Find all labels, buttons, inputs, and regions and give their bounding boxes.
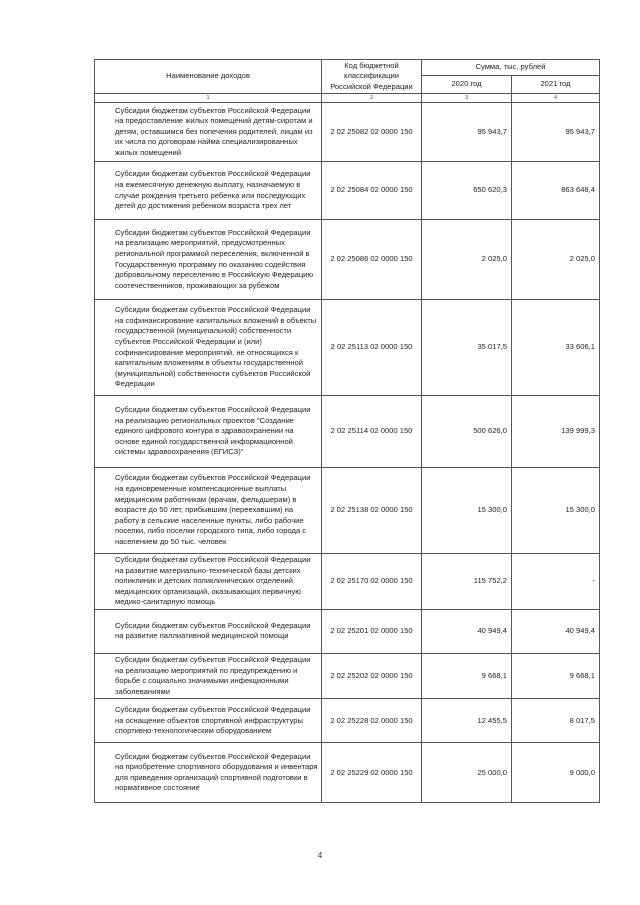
table-row xyxy=(95,162,600,220)
income-name-cell: Субсидии бюджетам субъектов Российской Федерации на ежемесячную денежную выплату, назначаемую в случае рождения третьего ребенка или последующих детей до достижения ребенком возраста трех лет xyxy=(95,162,322,220)
amount-2020-cell: 115 752,2 xyxy=(422,554,512,610)
income-name-cell: Субсидии бюджетам субъектов Российской Федерации на предоставление жилых помещений детям-сиротам и детям, оставшимся без попечения родителей, лицам из их числа по договорам найма специализированных жилых помещений xyxy=(95,103,322,162)
column-number: 4 xyxy=(512,94,600,103)
amount-2020-cell: 95 943,7 xyxy=(422,103,512,162)
header-year-2021: 2021 год xyxy=(512,76,600,94)
table-row xyxy=(95,554,600,610)
page-number: 4 xyxy=(317,851,323,860)
header-year-2020: 2020 год xyxy=(422,76,512,94)
income-name-cell: Субсидии бюджетам субъектов Российской Федерации на реализацию мероприятий, предусмотренных региональной программой переселения, включенной в Государственную программу по оказанию содействия добровольному переселению в Российскую Федерацию соотечественников, проживающих за рубежом xyxy=(95,220,322,300)
amount-2020-cell: 500 626,0 xyxy=(422,396,512,468)
header-name: Наименование доходов xyxy=(95,60,322,94)
amount-2021-cell: 15 300,0 xyxy=(512,468,600,554)
income-name-cell: Субсидии бюджетам субъектов Российской Федерации на реализацию мероприятий по предупреждению и борьбе с социально значимыми инфекционными заболеваниями xyxy=(95,653,322,698)
table-row xyxy=(95,699,600,743)
amount-2020-cell: 35 017,5 xyxy=(422,300,512,396)
column-number: 2 xyxy=(322,94,422,103)
table-row xyxy=(95,653,600,698)
amount-2021-cell: 2 025,0 xyxy=(512,220,600,300)
amount-2020-cell: 9 668,1 xyxy=(422,653,512,698)
column-number-row xyxy=(95,94,600,103)
amount-2021-cell: 40 949,4 xyxy=(512,609,600,653)
header-sum: Сумма, тыс. рублей xyxy=(422,60,600,76)
amount-2020-cell: 25 000,0 xyxy=(422,743,512,803)
amount-2021-cell: 8 017,5 xyxy=(512,699,600,743)
table-row xyxy=(95,220,600,300)
table-row xyxy=(95,743,600,803)
amount-2021-cell: - xyxy=(512,554,600,610)
budget-code-cell: 2 02 25086 02 0000 150 xyxy=(322,220,422,300)
income-table xyxy=(94,59,600,803)
table-row xyxy=(95,300,600,396)
income-name-cell: Субсидии бюджетам субъектов Российской Федерации на единовременные компенсационные выплаты медицинским работникам (врачам, фельдшерам) в возрасте до 50 лет, прибывшим (переехавшим) на работу в сельские населенные пункты, либо рабочие поселки, либо поселки городского типа, либо города с населением до 50 тыс. человек xyxy=(95,468,322,554)
amount-2020-cell: 12 455,5 xyxy=(422,699,512,743)
amount-2021-cell: 95 943,7 xyxy=(512,103,600,162)
table-body xyxy=(95,103,600,803)
amount-2020-cell: 40 949,4 xyxy=(422,609,512,653)
budget-code-cell: 2 02 25082 02 0000 150 xyxy=(322,103,422,162)
column-number: 1 xyxy=(95,94,322,103)
income-name-cell: Субсидии бюджетам субъектов Российской Федерации на реализацию региональных проектов "Создание единого цифрового контура в здравоохранении на основе единой государственной информационной системы здравоохранения (ЕГИСЗ)" xyxy=(95,396,322,468)
amount-2021-cell: 33 606,1 xyxy=(512,300,600,396)
header-code: Код бюджетной классификации Российской Федерации xyxy=(322,60,422,94)
budget-code-cell: 2 02 25170 02 0000 150 xyxy=(322,554,422,610)
amount-2021-cell: 139 999,3 xyxy=(512,396,600,468)
amount-2021-cell: 9 000,0 xyxy=(512,743,600,803)
table-row xyxy=(95,396,600,468)
budget-code-cell: 2 02 25202 02 0000 150 xyxy=(322,653,422,698)
amount-2020-cell: 2 025,0 xyxy=(422,220,512,300)
income-name-cell: Субсидии бюджетам субъектов Российской Федерации на оснащение объектов спортивной инфраструктуры спортивно-технологическим оборудованием xyxy=(95,699,322,743)
income-name-cell: Субсидии бюджетам субъектов Российской Федерации на развитие паллиативной медицинской помощи xyxy=(95,609,322,653)
income-name-cell: Субсидии бюджетам субъектов Российской Федерации на софинансирование капитальных вложений в объекты государственной (муниципальной) собственности субъектов Российской Федерации и (или) софинансирование мероприятий, не относящихся к капитальным вложениям в объекты государственной (муниципальной) собственности субъектов Российской Федерации xyxy=(95,300,322,396)
amount-2021-cell: 9 668,1 xyxy=(512,653,600,698)
budget-code-cell: 2 02 25084 02 0000 150 xyxy=(322,162,422,220)
table-row xyxy=(95,103,600,162)
amount-2020-cell: 650 620,3 xyxy=(422,162,512,220)
budget-code-cell: 2 02 25114 02 0000 150 xyxy=(322,396,422,468)
income-name-cell: Субсидии бюджетам субъектов Российской Федерации на приобретение спортивного оборудования и инвентаря для приведения организаций спортивной подготовки в нормативное состояние xyxy=(95,743,322,803)
budget-code-cell: 2 02 25113 02 0000 150 xyxy=(322,300,422,396)
amount-2020-cell: 15 300,0 xyxy=(422,468,512,554)
table-row xyxy=(95,609,600,653)
budget-code-cell: 2 02 25138 02 0000 150 xyxy=(322,468,422,554)
column-number: 3 xyxy=(422,94,512,103)
table-row xyxy=(95,468,600,554)
budget-code-cell: 2 02 25228 02 0000 150 xyxy=(322,699,422,743)
amount-2021-cell: 863 648,4 xyxy=(512,162,600,220)
income-name-cell: Субсидии бюджетам субъектов Российской Федерации на развитие материально-технической базы детских поликлиник и детских поликлинических отделений медицинских организаций, оказывающих первичную медико-санитарную помощь xyxy=(95,554,322,610)
budget-code-cell: 2 02 25201 02 0000 150 xyxy=(322,609,422,653)
budget-code-cell: 2 02 25229 02 0000 150 xyxy=(322,743,422,803)
